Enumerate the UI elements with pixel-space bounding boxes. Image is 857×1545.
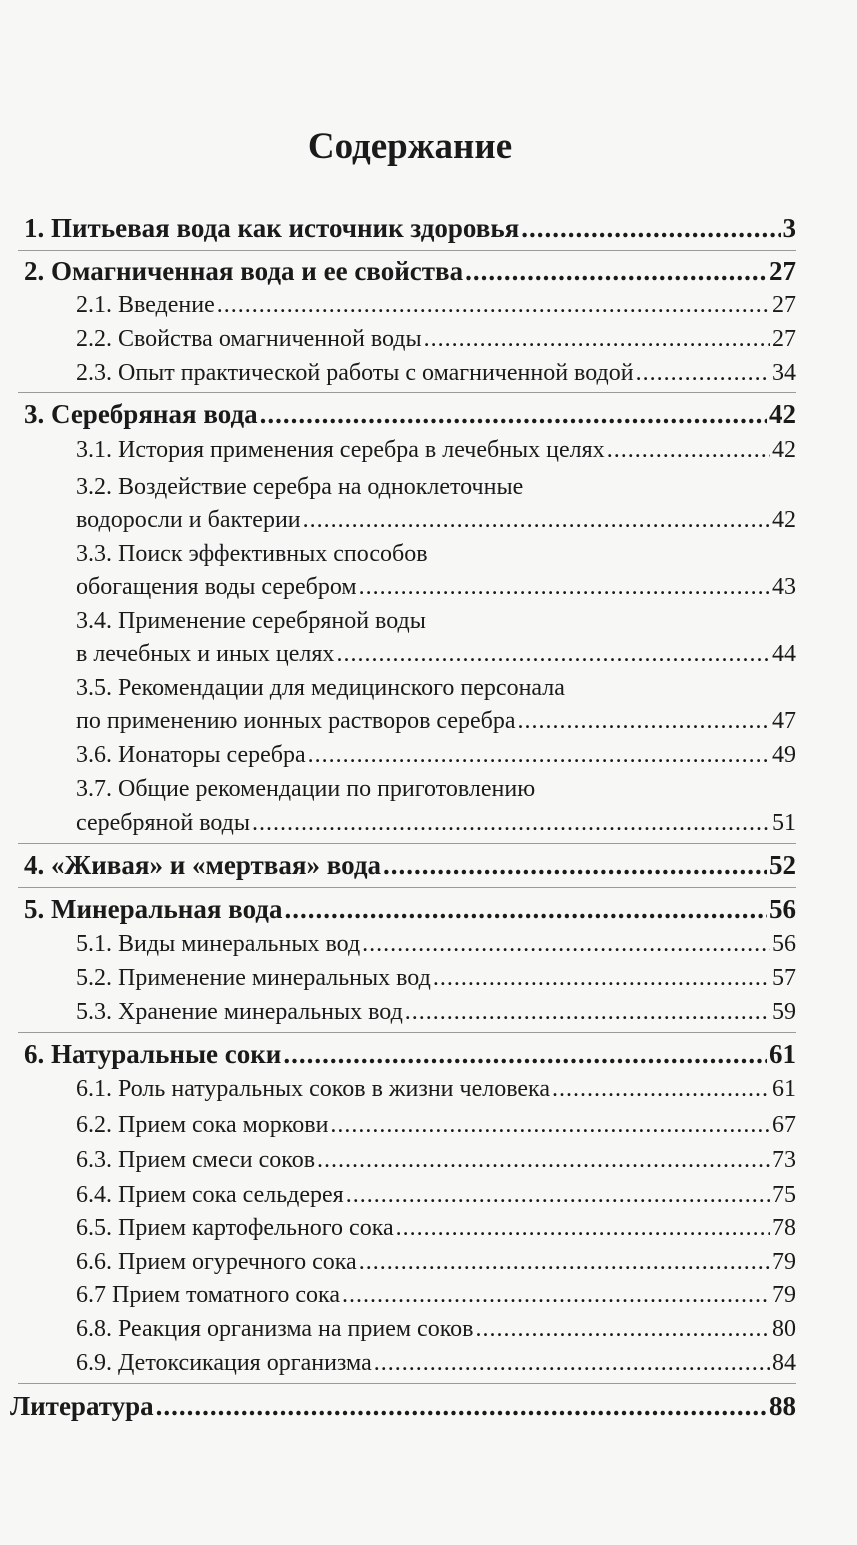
toc-entry-label: 6.2. Прием сока моркови [76,1112,329,1138]
toc-entry-6-4[interactable] [76,1180,796,1210]
toc-entry-label: 6.9. Детоксикация организма [76,1350,372,1376]
toc-entry-3-5-line1: 3.5. Рекомендации для медицинского персонала [76,675,565,701]
toc-entry-chapter-6[interactable] [24,1038,796,1070]
dot-leader [252,808,770,838]
toc-entry-label: 6.3. Прием смеси соков [76,1147,316,1173]
dot-leader [396,1213,770,1243]
toc-entry-page: 44 [772,641,796,667]
toc-entry-page: 79 [772,1249,796,1275]
dot-leader [518,706,770,736]
toc-entry-2-2[interactable] [76,324,796,354]
dot-leader [521,212,780,244]
toc-entry-3-2[interactable] [76,505,796,535]
toc-entry-literature[interactable] [10,1390,796,1422]
toc-entry-2-3[interactable] [76,358,796,388]
toc-entry-6-3[interactable] [76,1145,796,1175]
dot-leader [359,572,770,602]
toc-entry-label: 3.6. Ионаторы серебра [76,742,306,768]
toc-entry-page: 43 [772,574,796,600]
toc-entry-3-4-line1: 3.4. Применение серебряной воды [76,608,426,634]
toc-entry-label: серебряной воды [76,810,250,836]
toc-entry-5-1[interactable] [76,929,796,959]
toc-entry-label: 5.3. Хранение минеральных вод [76,999,403,1025]
toc-entry-chapter-4[interactable] [24,849,796,881]
toc-entry-label: 1. Питьевая вода как источник здоровья [24,213,520,243]
dot-leader [383,849,767,881]
toc-entry-5-2[interactable] [76,963,796,993]
section-divider [18,887,796,888]
toc-entry-3-7-line1: 3.7. Общие рекомендации по приготовлению [76,776,536,802]
toc-entry-label: 4. «Живая» и «мертвая» вода [24,850,382,880]
toc-entry-label: 3. Серебряная вода [24,399,258,429]
toc-entry-6-2[interactable] [76,1110,796,1140]
dot-leader [359,1247,770,1277]
toc-entry-3-3-line1: 3.3. Поиск эффективных способов [76,541,428,567]
toc-entry-3-5[interactable] [76,706,796,736]
toc-entry-chapter-2[interactable] [24,255,796,287]
dot-leader [465,255,767,287]
toc-entry-page: 61 [772,1076,796,1102]
toc-entry-3-3[interactable] [76,572,796,602]
toc-entry-page: 49 [772,742,796,768]
toc-entry-6-5[interactable] [76,1213,796,1243]
toc-entry-label: 6.8. Реакция организма на прием соков [76,1316,474,1342]
toc-entry-chapter-1[interactable] [24,212,796,244]
toc-entry-3-6[interactable] [76,740,796,770]
dot-leader [475,1314,770,1344]
section-divider [18,392,796,393]
toc-entry-3-2-line1: 3.2. Воздействие серебра на одноклеточные [76,474,524,500]
toc-entry-label: 2.2. Свойства омагниченной воды [76,326,422,352]
toc-entry-page: 73 [772,1147,796,1173]
page-title: Содержание [307,126,513,167]
toc-entry-page: 80 [772,1316,796,1342]
dot-leader [636,358,770,388]
toc-entry-label: 3.1. История применения серебра в лечебных целях [76,437,605,463]
dot-leader [346,1180,770,1210]
toc-entry-page: 56 [772,931,796,957]
toc-entry-label: 6.7 Прием томатного сока [76,1282,340,1308]
toc-entry-label: 5.2. Применение минеральных вод [76,965,431,991]
dot-leader [405,997,770,1027]
dot-leader [317,1145,770,1175]
toc-entry-label: водоросли и бактерии [76,507,301,533]
dot-leader [156,1390,767,1422]
toc-entry-3-1[interactable] [76,435,796,465]
toc-entry-label: 5. Минеральная вода [24,894,283,924]
dot-leader [362,929,770,959]
toc-entry-label: 2.1. Введение [76,292,215,318]
toc-entry-6-6[interactable] [76,1247,796,1277]
toc-entry-page: 59 [772,999,796,1025]
toc-entry-label: 6.1. Роль натуральных соков в жизни человека [76,1076,550,1102]
toc-entry-label: по применению ионных растворов серебра [76,708,516,734]
toc-entry-label: 6.5. Прием картофельного сока [76,1215,394,1241]
dot-leader [308,740,770,770]
toc-entry-page: 67 [772,1112,796,1138]
dot-leader [607,435,770,465]
toc-entry-page: 3 [782,213,796,243]
toc-entry-page: 42 [769,399,796,429]
toc-entry-page: 79 [772,1282,796,1308]
dot-leader [303,505,770,535]
dot-leader [284,893,767,925]
toc-entry-chapter-3[interactable] [24,398,796,430]
dot-leader [552,1074,770,1104]
dot-leader [374,1348,770,1378]
toc-entry-page: 47 [772,708,796,734]
section-divider [18,1383,796,1384]
toc-entry-page: 42 [772,507,796,533]
dot-leader [260,398,767,430]
toc-entry-page: 57 [772,965,796,991]
toc-entry-page: 78 [772,1215,796,1241]
toc-entry-6-9[interactable] [76,1348,796,1378]
toc-entry-3-4[interactable] [76,639,796,669]
toc-entry-page: 52 [769,850,796,880]
section-divider [18,250,796,251]
toc-entry-label: в лечебных и иных целях [76,641,335,667]
toc-entry-label: 6. Натуральные соки [24,1039,282,1069]
toc-entry-5-3[interactable] [76,997,796,1027]
toc-entry-label: 2.3. Опыт практической работы с омагниченной водой [76,360,634,386]
toc-entry-label: обогащения воды серебром [76,574,357,600]
dot-leader [342,1280,770,1310]
toc-entry-page: 34 [772,360,796,386]
dot-leader [336,639,770,669]
toc-entry-2-1[interactable] [76,290,796,320]
toc-entry-6-8[interactable] [76,1314,796,1344]
toc-entry-page: 27 [772,326,796,352]
toc-entry-label: Литература [10,1391,154,1421]
toc-entry-label: 6.6. Прием огуречного сока [76,1249,357,1275]
toc-entry-page: 27 [769,256,796,286]
toc-entry-label: 2. Омагниченная вода и ее свойства [24,256,464,286]
toc-entry-page: 84 [772,1350,796,1376]
dot-leader [433,963,770,993]
toc-entry-page: 56 [769,894,796,924]
dot-leader [424,324,770,354]
toc-entry-page: 42 [772,437,796,463]
toc-entry-label: 5.1. Виды минеральных вод [76,931,361,957]
toc-entry-6-7[interactable] [76,1280,796,1310]
dot-leader [330,1110,770,1140]
toc-entry-page: 61 [769,1039,796,1069]
dot-leader [217,290,770,320]
toc-entry-3-7[interactable] [76,808,796,838]
toc-entry-label: 6.4. Прием сока сельдерея [76,1182,344,1208]
toc-entry-page: 27 [772,292,796,318]
section-divider [18,843,796,844]
dot-leader [283,1038,767,1070]
section-divider [18,1032,796,1033]
toc-entry-page: 88 [769,1391,796,1421]
toc-entry-page: 75 [772,1182,796,1208]
toc-entry-page: 51 [772,810,796,836]
toc-entry-chapter-5[interactable] [24,893,796,925]
toc-entry-6-1[interactable] [76,1074,796,1104]
